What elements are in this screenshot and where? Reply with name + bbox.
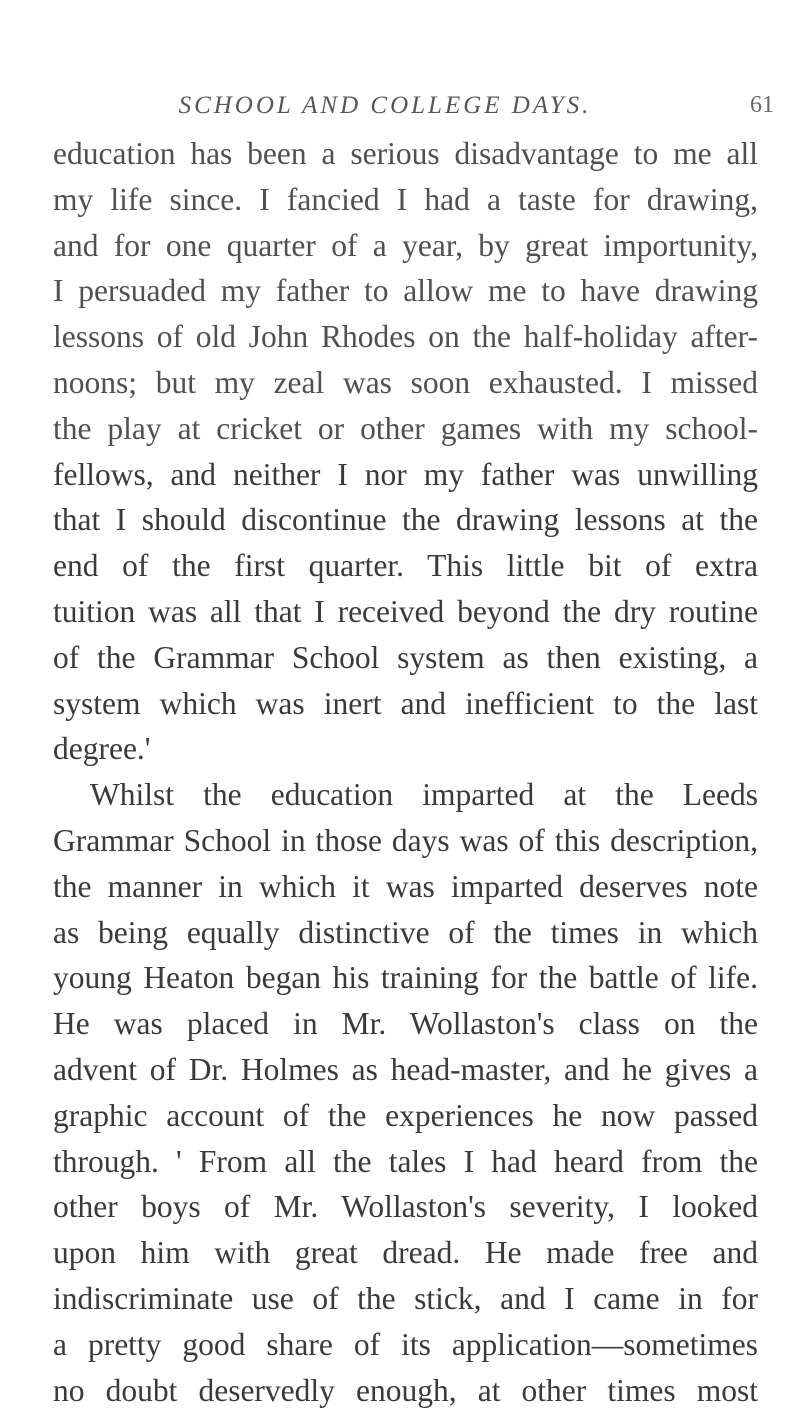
text-line: the manner in which it was imparted deserves note: [53, 868, 758, 904]
text-line: young Heaton began his training for the battle of life.: [53, 960, 758, 996]
text-line: end of the first quarter. This little bit of extra: [53, 548, 758, 584]
text-line: that I should discontinue the drawing lessons at the: [53, 502, 758, 538]
text-line: Grammar School in those days was of this description,: [53, 822, 758, 858]
running-header: [0, 92, 800, 122]
text-line: He was placed in Mr. Wollaston's class on the: [53, 1006, 758, 1042]
text-line: system which was inert and inefficient to the last: [53, 685, 758, 721]
text-line: through. ' From all the tales I had heard from the: [53, 1143, 758, 1179]
text-line: I persuaded my father to allow me to have drawing: [53, 273, 758, 309]
text-line: a pretty good share of its application—sometimes: [53, 1326, 758, 1362]
page-number: 61: [750, 92, 774, 118]
text-line: graphic account of the experiences he now passed: [53, 1097, 758, 1133]
running-title: SCHOOL AND COLLEGE DAYS.: [178, 92, 592, 119]
text-line: no doubt deservedly enough, at other times most: [53, 1372, 758, 1408]
text-line: fellows, and neither I nor my father was unwilling: [53, 456, 758, 492]
text-line: and for one quarter of a year, by great importunity,: [53, 227, 758, 263]
text-line: other boys of Mr. Wollaston's severity, I looked: [53, 1189, 758, 1225]
text-line: of the Grammar School system as then existing, a: [53, 639, 758, 675]
text-line: advent of Dr. Holmes as head-master, and he gives a: [53, 1051, 758, 1087]
text-line: lessons of old John Rhodes on the half-holiday after-: [53, 319, 758, 355]
text-line: my life since. I fancied I had a taste for drawing,: [53, 181, 758, 217]
text-line: upon him with great dread. He made free and: [53, 1235, 758, 1271]
text-line: indiscriminate use of the stick, and I came in for: [53, 1280, 758, 1316]
text-line: degree.': [53, 731, 151, 767]
text-line: education has been a serious disadvantage to me all: [53, 136, 758, 171]
text-line: Whilst the education imparted at the Leeds: [90, 777, 758, 813]
text-line: tuition was all that I received beyond the dry routine: [53, 593, 758, 629]
text-line: the play at cricket or other games with my school-: [53, 410, 758, 446]
body-text: [53, 131, 758, 1413]
text-line: as being equally distinctive of the times in which: [53, 914, 758, 950]
text-line: noons; but my zeal was soon exhausted. I missed: [53, 364, 758, 400]
